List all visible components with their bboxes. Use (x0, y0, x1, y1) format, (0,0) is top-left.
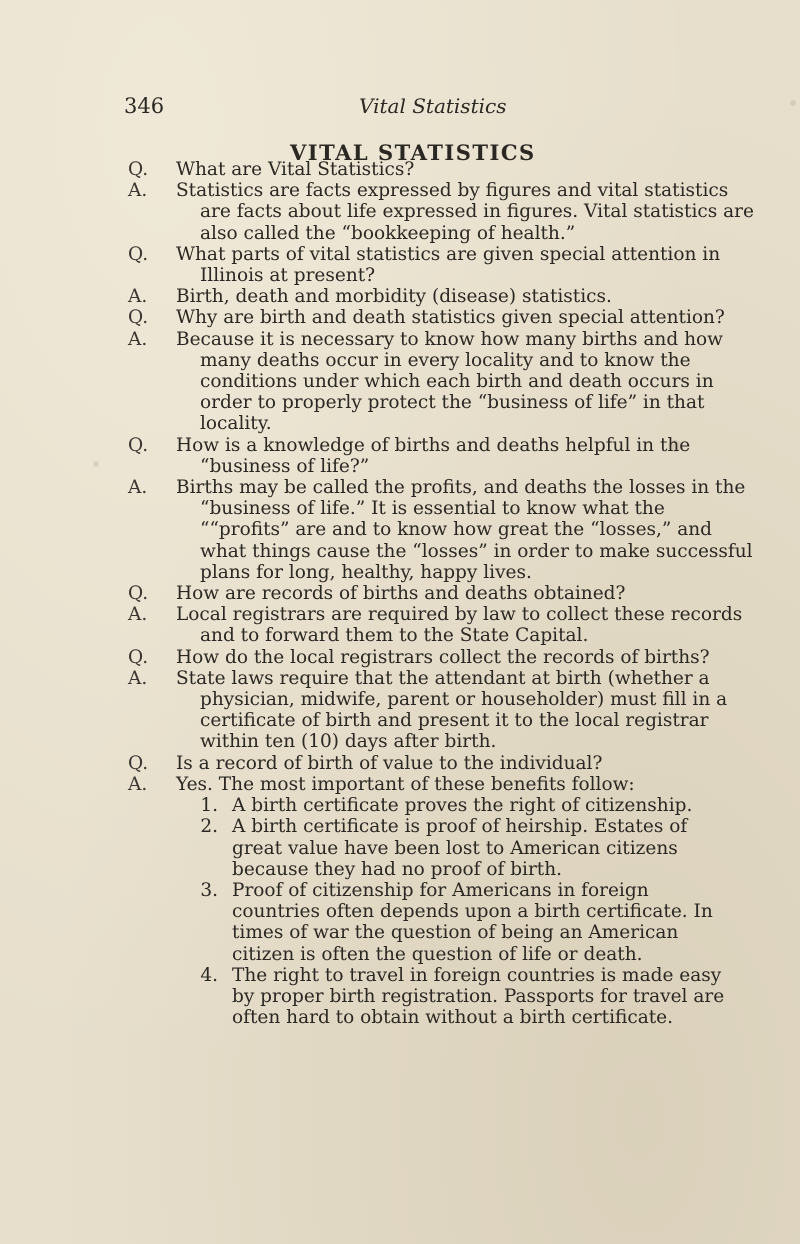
paper-spot (790, 100, 796, 106)
qa-text: How do the local registrars collect the records of births? (176, 646, 710, 668)
qa-marker: Q. (128, 583, 149, 605)
qa-entry (128, 329, 758, 435)
qa-entry (128, 753, 758, 774)
page-number: 346 (124, 94, 165, 118)
benefit-item (176, 816, 758, 880)
qa-text: Local registrars are required by law to collect these records and to forward them to the State Capital. (176, 604, 743, 647)
qa-list (128, 159, 758, 1028)
qa-text: Is a record of birth of value to the individual? (176, 752, 603, 774)
benefit-text: A birth certificate is proof of heirship. Estates of great value have been lost to American citizens because they had no proof of birth. (232, 816, 688, 880)
qa-entry (128, 647, 758, 668)
qa-marker: A. (128, 328, 148, 350)
paper-spot (93, 461, 99, 467)
qa-entry (128, 244, 758, 286)
benefit-item (176, 795, 758, 816)
qa-entry (128, 307, 758, 328)
qa-text: Birth, death and morbidity (disease) statistics. (176, 286, 612, 308)
qa-text: How is a knowledge of births and deaths helpful in the “business of life?” (176, 434, 691, 477)
qa-marker: Q. (128, 159, 149, 180)
qa-entry (128, 286, 758, 307)
qa-text: How are records of births and deaths obtained? (176, 583, 626, 605)
qa-marker: A. (128, 773, 148, 795)
qa-marker: Q. (128, 646, 149, 668)
benefit-text: The right to travel in foreign countries is made easy by proper birth registration. Passports for travel are often hard to obtain without a birth certificate. (232, 964, 725, 1029)
qa-text: Births may be called the profits, and deaths the losses in the “business of life.” It is essential to know what the ““profits” are and to know how great the “losses,” and what things cause the “losses” in order to make successful plans for long, healthy, happy lives. (176, 477, 753, 583)
qa-marker: A. (128, 667, 148, 689)
page-header (124, 94, 544, 124)
qa-marker: Q. (128, 752, 149, 774)
benefit-number: 2. (200, 816, 218, 838)
qa-text: State laws require that the attendant at birth (whether a physician, midwife, parent or householder) must fill in a certificate of birth and present it to the local registrar within ten (10) days after birth. (176, 667, 728, 753)
qa-marker: Q. (128, 243, 149, 265)
qa-entry (128, 159, 758, 180)
qa-entry (128, 583, 758, 604)
qa-marker: A. (128, 477, 148, 499)
qa-text: What parts of vital statistics are given special attention in Illinois at present? (176, 243, 721, 287)
benefit-item (176, 965, 758, 1029)
qa-marker: Q. (128, 307, 149, 329)
qa-text: Why are birth and death statistics given special attention? (176, 307, 725, 329)
qa-entry (128, 668, 758, 753)
benefit-item (176, 880, 758, 965)
qa-entry (128, 774, 758, 795)
page-title: VITAL STATISTICS (290, 140, 536, 165)
benefit-number: 3. (200, 879, 218, 901)
benefit-text: Proof of citizenship for Americans in foreign countries often depends upon a birth certificate. In times of war the question of being an American citizen is often the question of life or death. (232, 879, 713, 965)
qa-marker: Q. (128, 434, 149, 456)
running-head: Vital Statistics (359, 94, 507, 118)
qa-text: Yes. The most important of these benefits follow: (176, 773, 635, 795)
benefit-list (176, 795, 758, 1028)
qa-entry (128, 604, 758, 646)
qa-text: Statistics are facts expressed by figures and vital statistics are facts about life expressed in figures. Vital statistics are also called the “bookkeeping of health.” (176, 180, 754, 244)
benefit-text: A birth certificate proves the right of citizenship. (232, 795, 693, 817)
qa-entry (128, 435, 758, 477)
qa-entry (128, 477, 758, 583)
benefit-number: 4. (200, 964, 218, 986)
qa-text: Because it is necessary to know how many births and how many deaths occur in every locality and to know the conditions under which each birth and death occurs in order to properly protect the “business of life” in that locality. (176, 328, 723, 435)
qa-marker: A. (128, 180, 148, 202)
qa-marker: A. (128, 286, 148, 308)
qa-marker: A. (128, 604, 148, 626)
qa-text: What are Vital Statistics? (176, 159, 415, 180)
benefit-number: 1. (200, 795, 218, 817)
qa-entry (128, 180, 758, 244)
